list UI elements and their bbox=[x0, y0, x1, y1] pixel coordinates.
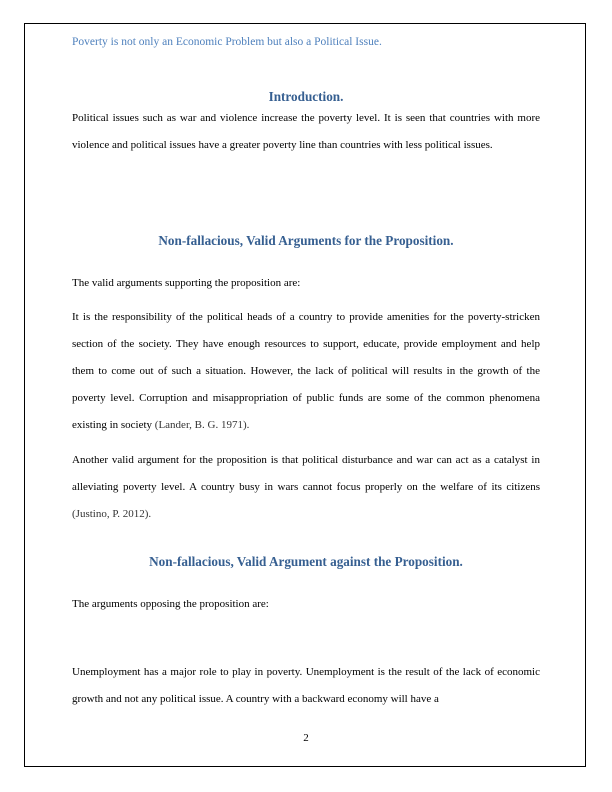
arguments-for-heading: Non-fallacious, Valid Arguments for the Proposition. bbox=[158, 233, 454, 248]
arguments-against-lead: The arguments opposing the proposition are: bbox=[72, 598, 269, 610]
page-number: 2 bbox=[303, 732, 309, 744]
citation-lander: (Lander, B. G. 1971). bbox=[154, 419, 250, 431]
arguments-for-paragraph-2-text: Another valid argument for the proposition is that political disturbance and war can act as a catalyst in alleviating poverty level. A country busy in wars cannot focus properly on the welfare of its citizens bbox=[72, 454, 540, 493]
arguments-for-paragraph-1-text: It is the responsibility of the political heads of a country to provide amenities for the poverty-stricken section of the society. They have enough resources to support, educate, provide employment and help them to come out of such a situation. However, the lack of political will results in the growth of the poverty level. Corruption and misappropriation of public funds are some of the common phenomena existing in society bbox=[72, 311, 540, 431]
arguments-against-heading: Non-fallacious, Valid Argument against the Proposition. bbox=[149, 554, 463, 569]
citation-justino: (Justino, P. 2012). bbox=[72, 508, 152, 520]
arguments-for-paragraph-2 bbox=[72, 447, 540, 528]
arguments-against-paragraph-1: Unemployment has a major role to play in poverty. Unemployment is the result of the lack of economic growth and not any political issue. A country with a backward economy will have a bbox=[72, 666, 540, 705]
introduction-paragraph: Political issues such as war and violence increase the poverty level. It is seen that countries with more violence and political issues have a greater poverty line than countries with less political issues. bbox=[72, 112, 540, 151]
arguments-for-paragraph-1 bbox=[72, 304, 540, 439]
arguments-for-lead: The valid arguments supporting the proposition are: bbox=[72, 277, 301, 289]
introduction-heading: Introduction. bbox=[268, 89, 344, 104]
running-header: Poverty is not only an Economic Problem but also a Political Issue. bbox=[72, 36, 382, 48]
